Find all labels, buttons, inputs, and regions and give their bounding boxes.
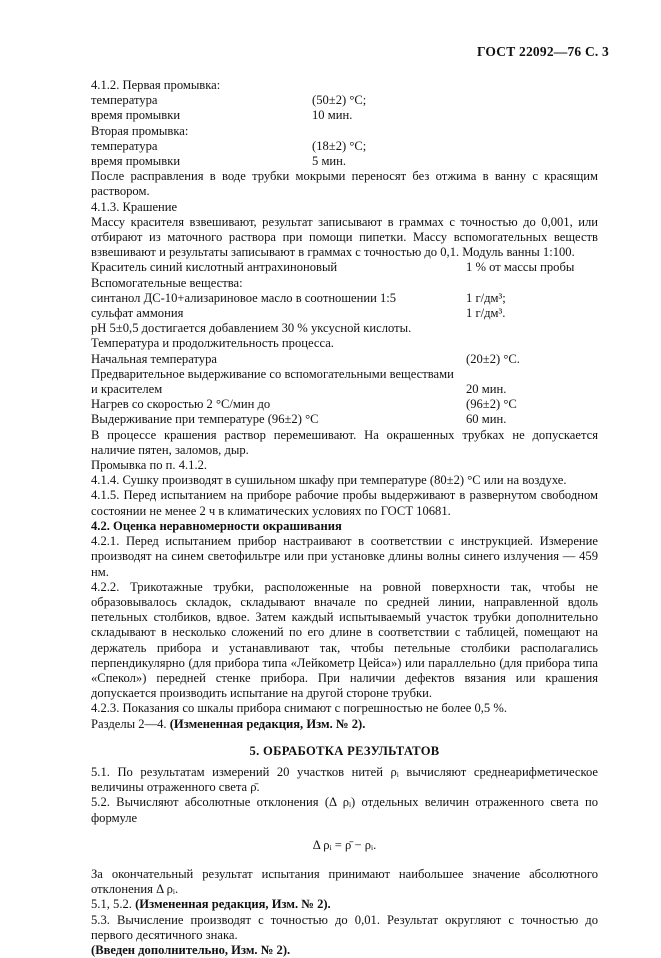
param-label: синтанол ДС-10+ализариновое масло в соотношении 1:5 <box>91 290 397 305</box>
param-value: (96±2) °С <box>466 397 517 412</box>
param-row <box>91 154 598 169</box>
param-row <box>91 382 598 397</box>
param-label: время промывки <box>91 108 181 123</box>
temp-prod-line: Температура и продолжительность процесса. <box>91 336 334 351</box>
param-label: Выдерживание при температуре (96±2) °С <box>91 412 319 427</box>
param-label: Краситель синий кислотный антрахиноновый <box>91 260 338 275</box>
param-value: 20 мин. <box>466 382 507 397</box>
introduced-note: (Введен дополнительно, Изм. № 2). <box>91 942 291 957</box>
amendment-bold: (Измененная редакция, Изм. № 2). <box>169 716 366 731</box>
wash-ref: Промывка по п. 4.1.2. <box>91 458 208 473</box>
param-value: (20±2) °С. <box>466 351 520 366</box>
amendment-label: Разделы 2—4. <box>91 716 170 731</box>
amendment-bold: (Измененная редакция, Изм. № 2). <box>135 897 331 912</box>
param-row <box>91 93 598 108</box>
clause-4-2-1: 4.2.1. Перед испытанием прибор настраивают в соответствии с инструкцией. Измерение производят на синем светофильтре или при установке длины волны синего излучения — 459 нм. <box>91 534 598 579</box>
pre-hold-line: Предварительное выдерживание со вспомогательными веществами <box>91 366 454 381</box>
clause-4-2-title: 4.2. Оценка неравномерности окрашивания <box>91 518 342 533</box>
aux-title: Вспомогательные вещества: <box>91 275 243 290</box>
paragraph: За окончательный результат испытания принимают наибольшее значение абсолютного отклонения Δ ρᵢ. <box>91 866 598 897</box>
document-body <box>91 78 598 958</box>
amendment-label: 5.1, 5.2. <box>91 897 136 912</box>
param-row <box>91 108 598 123</box>
param-row <box>91 306 598 321</box>
paragraph: После расправления в воде трубки мокрыми переносят без отжима в ванну с красящим раствором. <box>91 169 598 199</box>
param-value: 1 г/дм³. <box>466 306 506 321</box>
clause-5-1: 5.1. По результатам измерений 20 участков нитей ρᵢ вычисляют среднеарифметическое величины отраженного света ρ̄. <box>91 764 598 795</box>
param-value: 1 г/дм³; <box>466 290 506 305</box>
clause-4-2-3: 4.2.3. Показания со шкалы прибора снимают с погрешностью не более 0,5 %. <box>91 701 508 716</box>
param-value: (50±2) °С; <box>312 93 367 108</box>
param-label: Начальная температура <box>91 351 217 366</box>
section-5-title: 5. ОБРАБОТКА РЕЗУЛЬТАТОВ <box>249 743 440 758</box>
param-label: сульфат аммония <box>91 306 184 321</box>
param-row <box>91 139 598 154</box>
clause-4-1-2: 4.1.2. Первая промывка: <box>91 78 221 92</box>
param-row <box>91 352 598 367</box>
param-row <box>91 412 598 427</box>
param-value: 10 мин. <box>312 108 353 123</box>
param-row <box>91 260 598 275</box>
param-label: Нагрев со скоростью 2 °С/мин до <box>91 397 271 412</box>
clause-4-1-5: 4.1.5. Перед испытанием на приборе рабочие пробы выдерживают в развернутом свободном состоянии не менее 2 ч в климатических условиях по ГОСТ 10681. <box>91 488 598 518</box>
param-value: 5 мин. <box>312 154 347 169</box>
ph-line: рН 5±0,5 достигается добавлением 30 % уксусной кислоты. <box>91 321 412 336</box>
param-label: и красителем <box>91 382 163 397</box>
param-label: температура <box>91 138 158 153</box>
page-header: ГОСТ 22092—76 С. 3 <box>476 44 609 59</box>
clause-5-3: 5.3. Вычисление производят с точностью до 0,01. Результат округляют с точностью до первого десятичного знака. <box>91 912 598 942</box>
param-row <box>91 291 598 306</box>
param-value: (18±2) °С; <box>312 138 367 153</box>
param-label: температура <box>91 93 158 108</box>
clause-4-1-3: 4.1.3. Крашение <box>91 199 178 214</box>
amendment-note <box>91 897 598 912</box>
second-wash-title: Вторая промывка: <box>91 123 189 138</box>
param-row <box>91 397 598 412</box>
clause-4-2-2: 4.2.2. Трикотажные трубки, расположенные на ровной поверхности так, чтобы не образовывалось складок, складывают вначале по средней линии, направленной вдоль петельных столбиков, вдвое. Затем каждый испытываемый участок трубки дополнительно складывают в несколько сложений по его длине в соответствии с таблицей, помещают на держатель прибора и устанавливают так, чтобы петельные столбики располагались перпендикулярно (для прибора типа «Лейкометр Цейса») или параллельно (для прибора типа «Спекол») передней стенке прибора. При наличии дефектов вязания или крашения допускается производить испытание на другой стороне трубки. <box>91 579 598 701</box>
paragraph: Массу красителя взвешивают, результат записывают в граммах с точностью до 0,001, или отбирают из маточного раствора при помощи пипетки. Массу вспомогательных веществ взвешивают и результаты записывают в граммах с точностью до 0,1. Модуль ванны 1:100. <box>91 214 598 260</box>
param-label: время промывки <box>91 154 181 169</box>
clause-5-2: 5.2. Вычисляют абсолютные отклонения (Δ ρᵢ) отдельных величин отраженного света по формуле <box>91 795 598 825</box>
paragraph: В процессе крашения раствор перемешивают. На окрашенных трубках не допускается наличие пятен, заломов, дыр. <box>91 427 598 457</box>
param-value: 1 % от массы пробы <box>466 260 575 275</box>
clause-4-1-4: 4.1.4. Сушку производят в сушильном шкафу при температуре (80±2) °С или на воздухе. <box>91 473 567 488</box>
amendment-note <box>91 717 598 732</box>
param-value: 60 мин. <box>466 412 507 427</box>
formula: Δ ρᵢ = ρ̄ − ρᵢ. <box>312 837 377 852</box>
